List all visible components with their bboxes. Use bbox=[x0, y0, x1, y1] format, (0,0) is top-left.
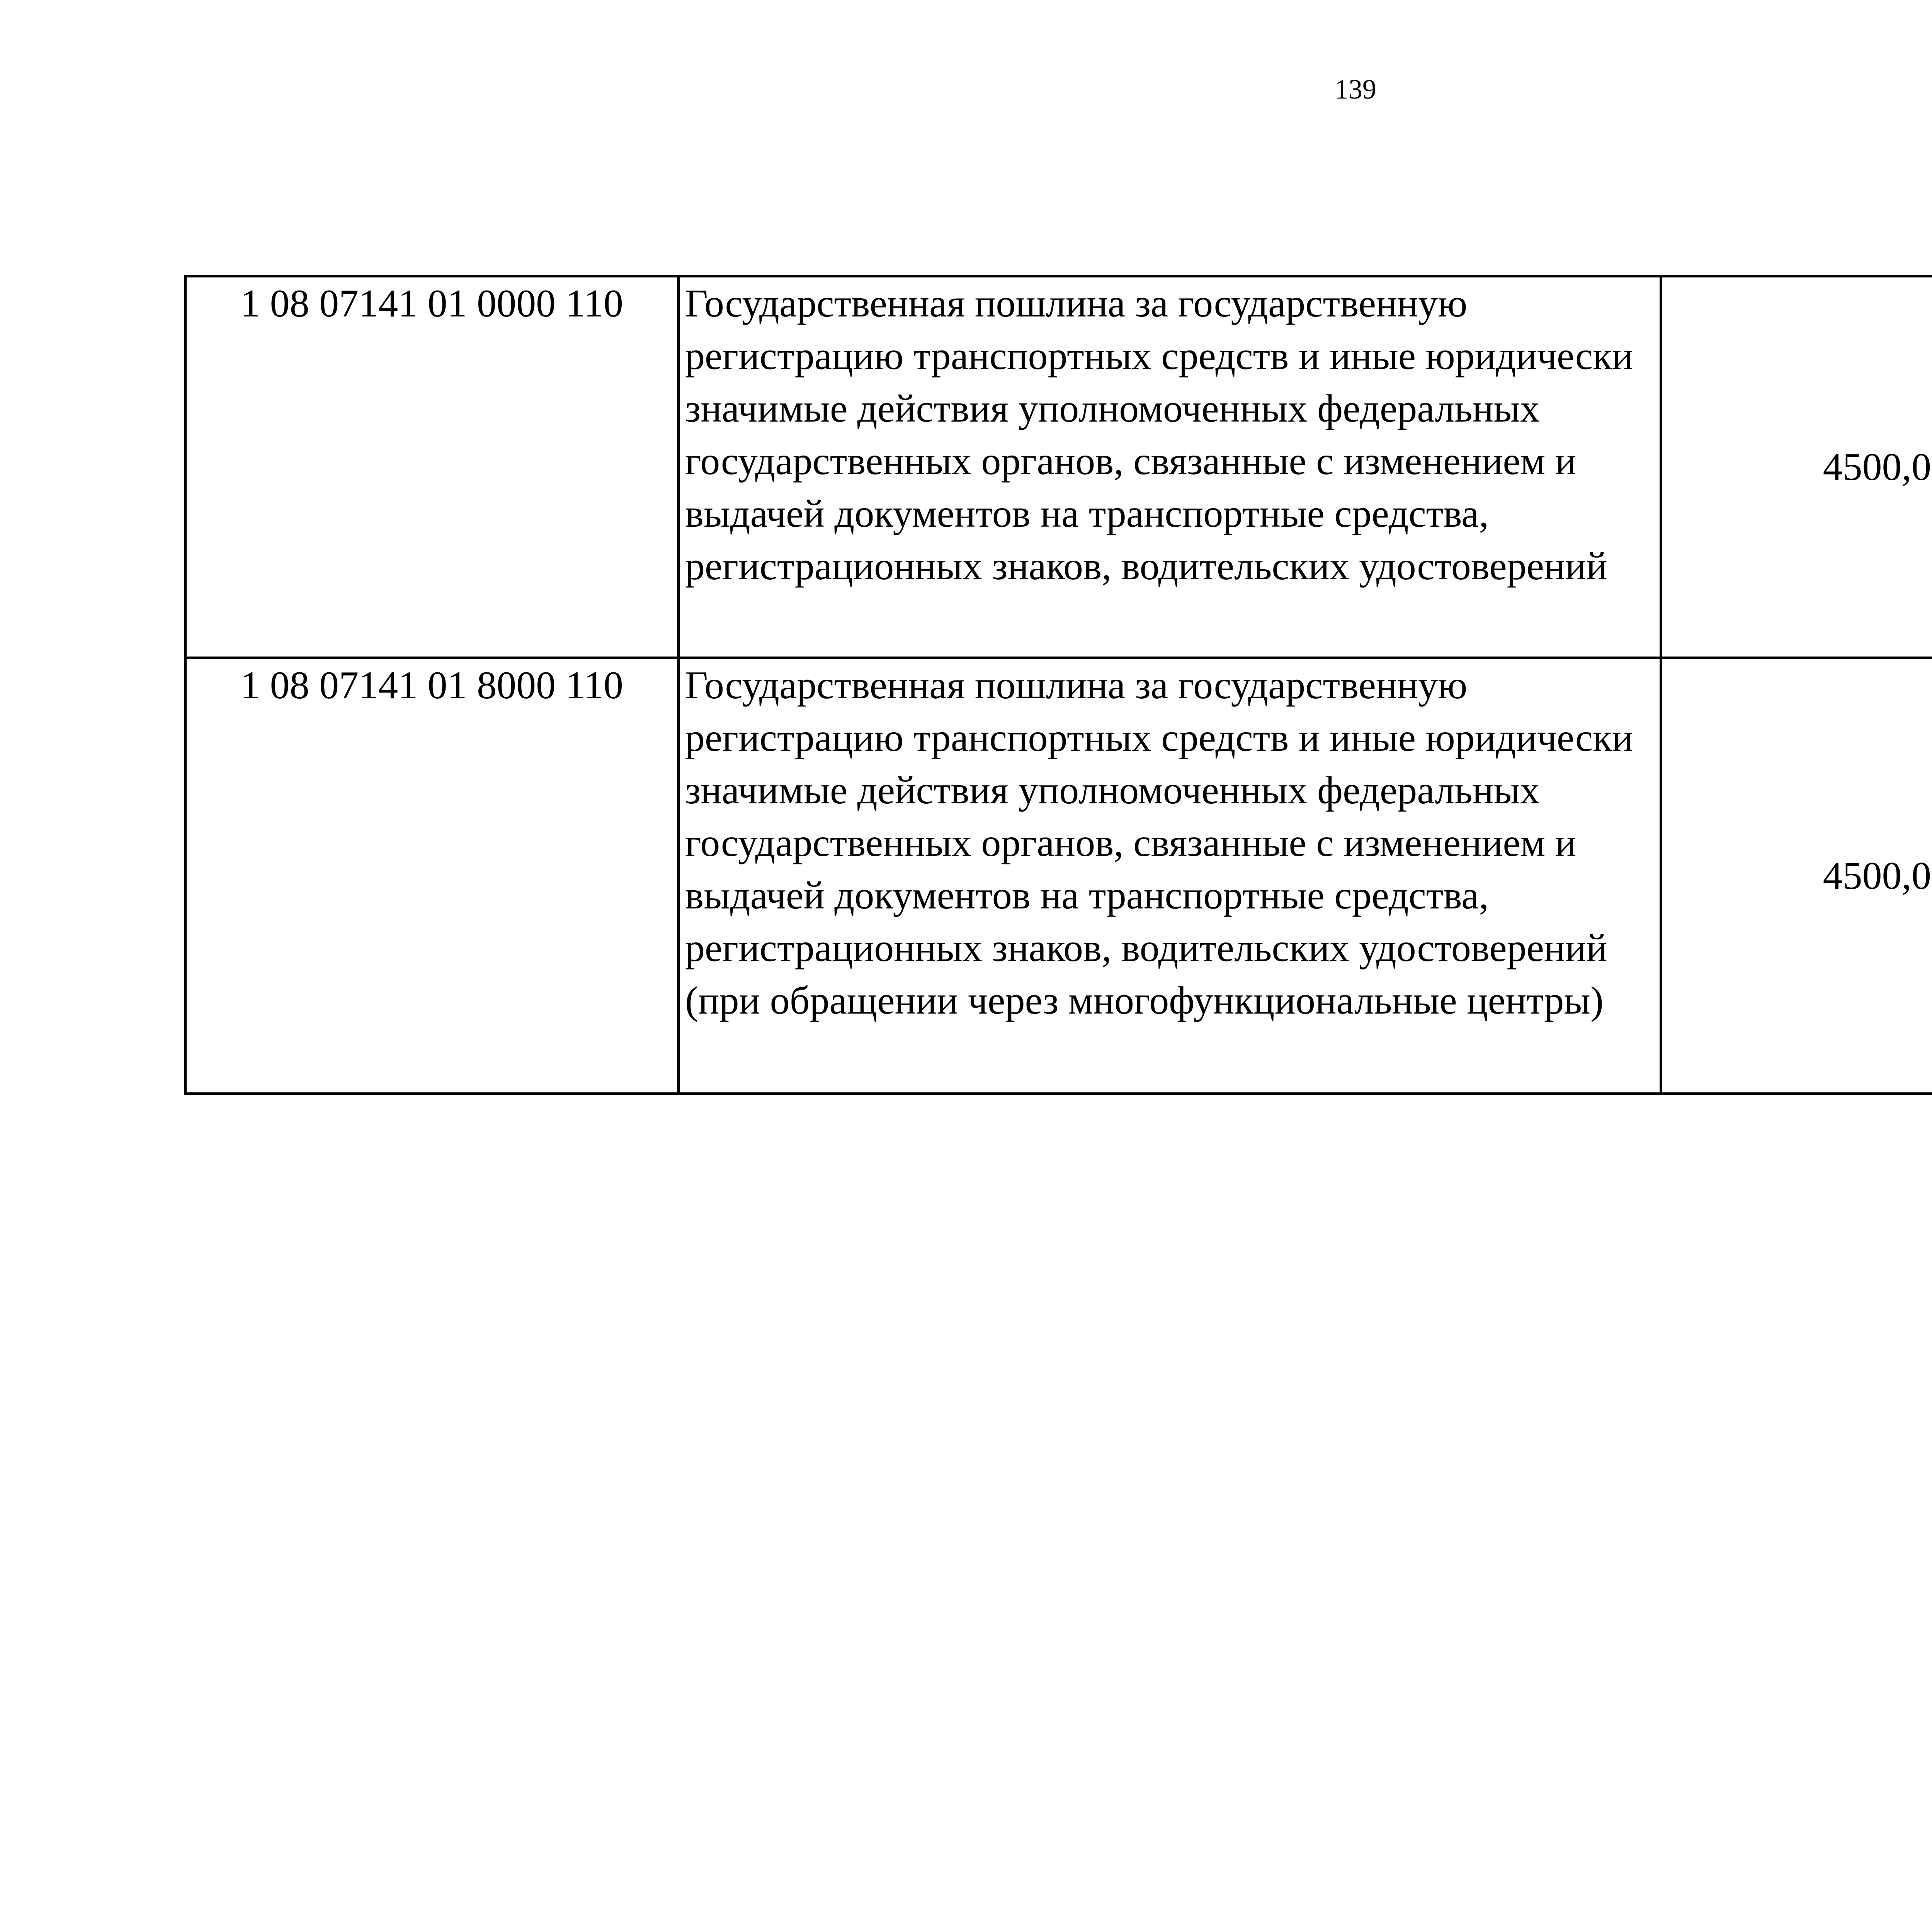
budget-code-cell: 1 08 07141 01 8000 110 bbox=[185, 658, 679, 1094]
revenue-name-cell: Государственная пошлина за государственную регистрацию транспортных средств и иные юридически значимые действия уполномоченных федеральных государственных органов, связанные с изменением и выдачей документов на транспортные средства, регистрационных знаков, водительских удостоверений bbox=[679, 276, 1661, 658]
budget-table bbox=[184, 275, 1932, 1095]
budget-code-cell: 1 08 07141 01 0000 110 bbox=[185, 276, 679, 658]
page-number: 139 bbox=[1335, 74, 1376, 105]
table-row bbox=[185, 658, 1932, 1094]
table-row bbox=[185, 276, 1932, 658]
amount-cell: 4500,0 bbox=[1661, 276, 1932, 658]
revenue-name-cell: Государственная пошлина за государственную регистрацию транспортных средств и иные юридически значимые действия уполномоченных федеральных государственных органов, связанные с изменением и выдачей документов на транспортные средства, регистрационных знаков, водительских удостоверений (при обращении через многофункциональные центры) bbox=[679, 658, 1661, 1094]
table-body bbox=[185, 276, 1932, 1094]
amount-cell: 4500,0 bbox=[1661, 658, 1932, 1094]
